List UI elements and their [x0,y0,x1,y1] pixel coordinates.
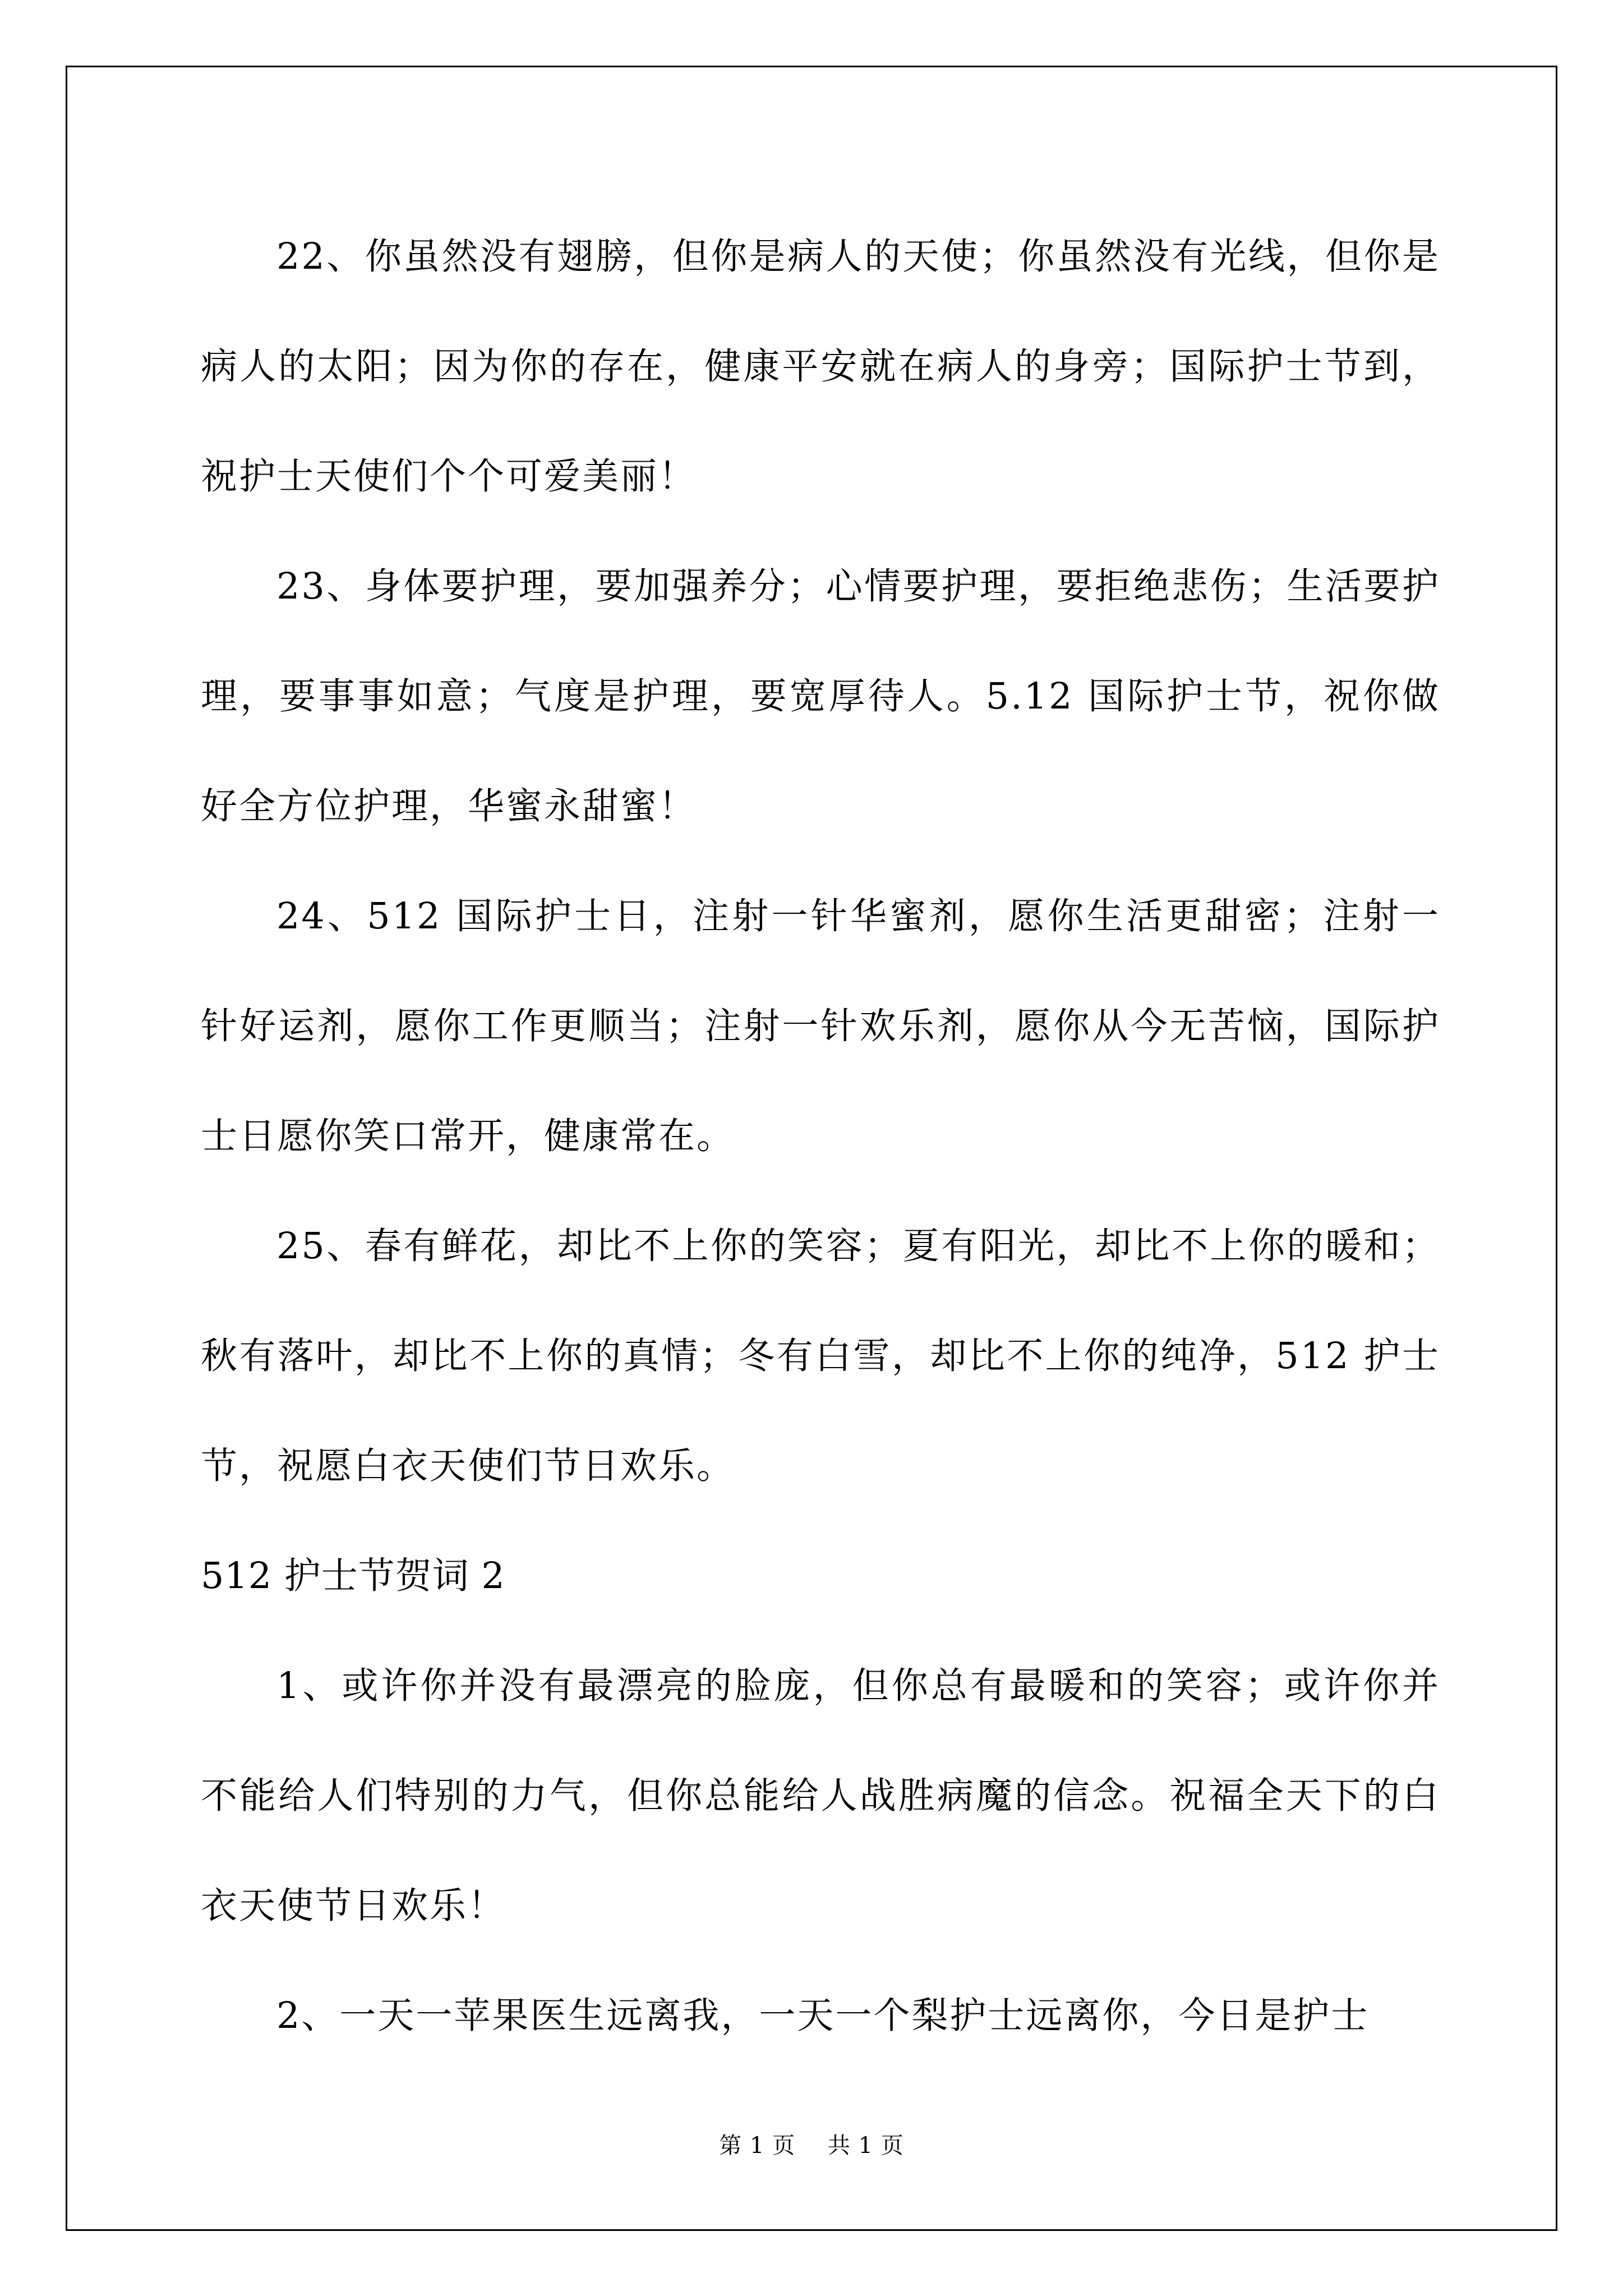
paragraph-23: 23、身体要护理，要加强养分；心情要护理，要拒绝悲伤；生活要护理，要事事如意；气度是护理，要宽厚待人。5.12 国际护士节，祝你做好全方位护理，华蜜永甜蜜！ [201,565,1440,827]
document-body [201,202,1440,2071]
page-number: 第 1 页 [719,2133,796,2159]
page-footer [0,2129,1623,2162]
section-heading: 512 护士节贺词 2 [201,1555,505,1597]
paragraph-24: 24、512 国际护士日，注射一针华蜜剂，愿你生活更甜密；注射一针好运剂，愿你工作更顺当；注射一针欢乐剂，愿你从今无苦恼，国际护士日愿你笑口常开，健康常在。 [201,895,1440,1157]
page-total: 共 1 页 [827,2133,904,2159]
paragraph-22: 22、你虽然没有翅膀，但你是病人的天使；你虽然没有光线，但你是病人的太阳；因为你的存在，健康平安就在病人的身旁；国际护士节到，祝护士天使们个个可爱美丽！ [201,236,1440,498]
paragraph-2: 2、一天一苹果医生远离我，一天一个梨护士远离你，今日是护士 [276,1995,1370,2037]
paragraph-25: 25、春有鲜花，却比不上你的笑容；夏有阳光，却比不上你的暖和；秋有落叶，却比不上你的真情；冬有白雪，却比不上你的纯净，512 护士节，祝愿白衣天使们节日欢乐。 [201,1225,1440,1487]
paragraph-1: 1、或许你并没有最漂亮的脸庞，但你总有最暖和的笑容；或许你并不能给人们特别的力气，但你总能给人战胜病魔的信念。祝福全天下的白衣天使节日欢乐！ [201,1665,1440,1927]
